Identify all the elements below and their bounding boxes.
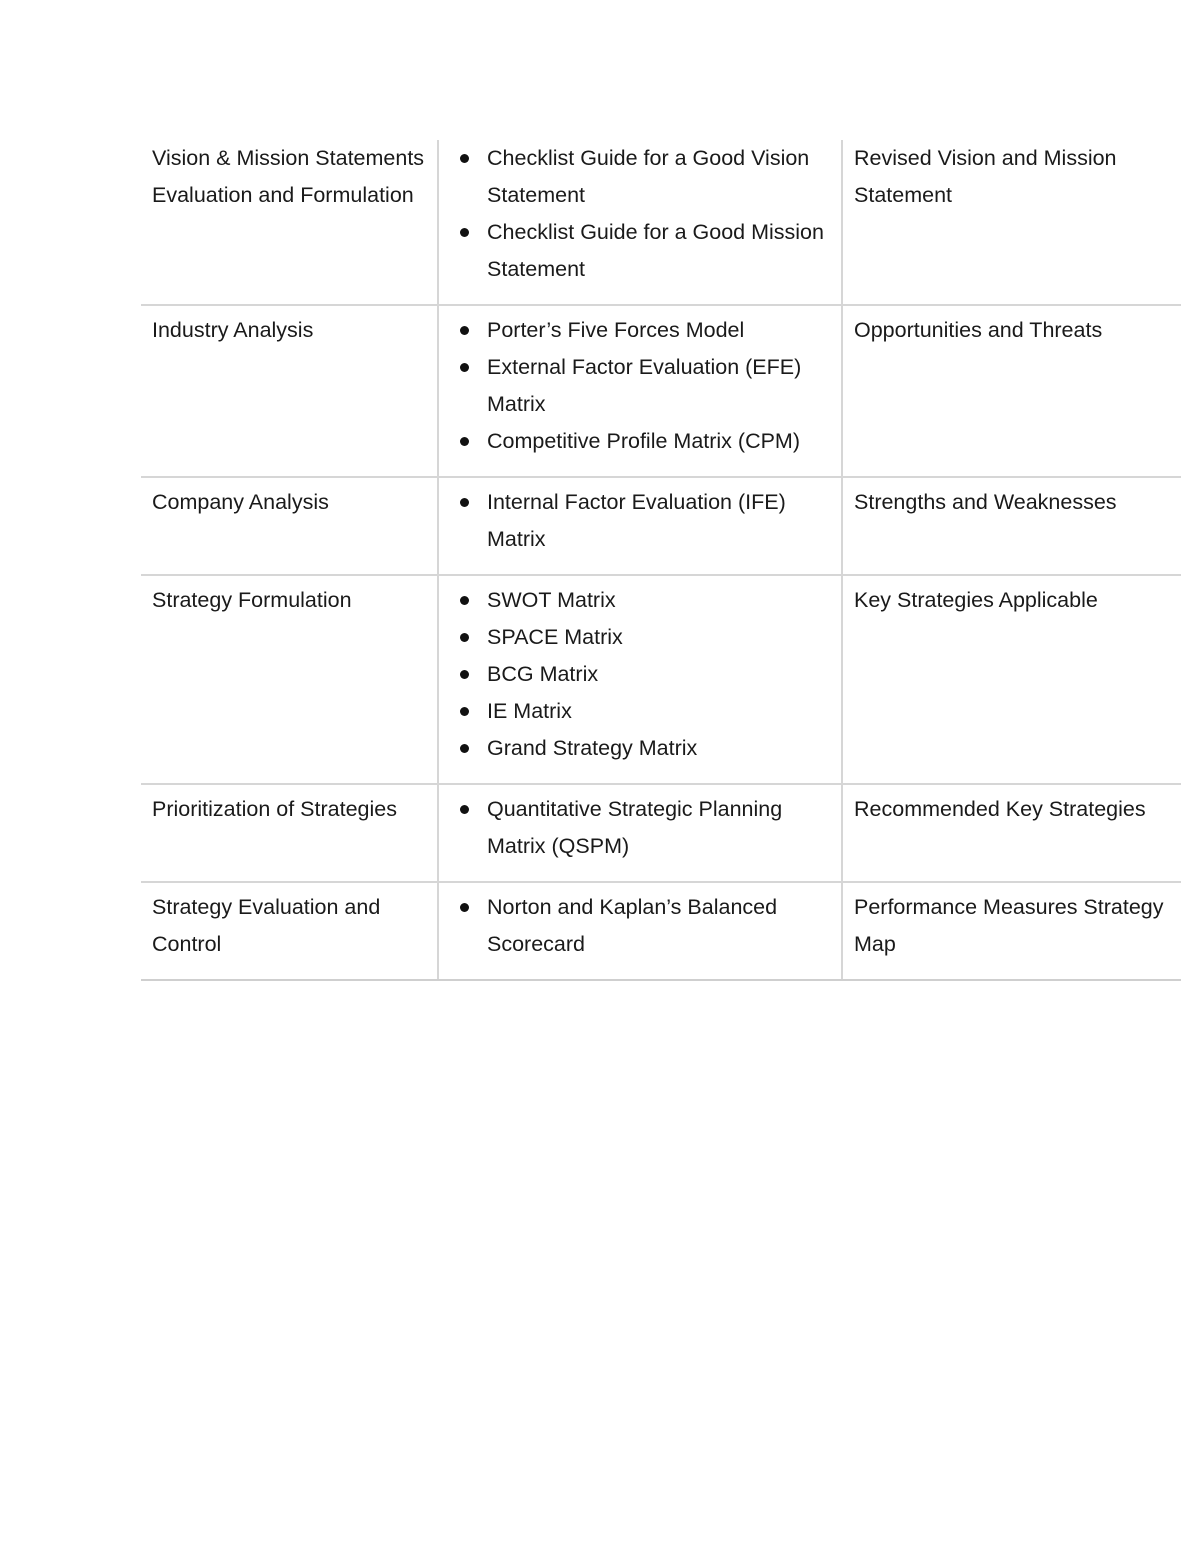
output-cell [842, 477, 1181, 575]
bullet-icon [460, 805, 469, 814]
tools-list [450, 791, 830, 865]
stage-cell: Strategy Evaluation and Control [141, 882, 438, 980]
tool-label: Competitive Profile Matrix (CPM) [487, 429, 800, 453]
output-cell [842, 140, 1181, 305]
tools-list [450, 312, 830, 460]
tool-list-item [450, 656, 830, 693]
tool-list-item [450, 484, 830, 558]
tool-label: Internal Factor Evaluation (IFE) Matrix [487, 490, 786, 551]
tool-list-item [450, 791, 830, 865]
output-cell [842, 575, 1181, 784]
tool-list-item [450, 423, 830, 460]
tools-cell [438, 305, 842, 477]
tools-cell [438, 575, 842, 784]
tool-list-item [450, 214, 830, 288]
bullet-icon [460, 744, 469, 753]
tool-label: Checklist Guide for a Good Mission Statement [487, 220, 824, 281]
stage-cell: Strategy Formulation [141, 575, 438, 784]
tool-label: Norton and Kaplan’s Balanced Scorecard [487, 895, 778, 956]
table-body [141, 140, 1181, 980]
tool-label: SPACE Matrix [487, 625, 623, 649]
tool-list-item [450, 730, 830, 767]
bullet-icon [460, 633, 469, 642]
tools-list [450, 889, 830, 963]
output-label: Key Strategies Applicable [854, 588, 1098, 612]
tools-cell [438, 784, 842, 882]
stage-cell: Prioritization of Strategies [141, 784, 438, 882]
stage-cell: Vision & Mission Statements Evaluation and Formulation [141, 140, 438, 305]
table-row [141, 140, 1181, 305]
tool-list-item [450, 889, 830, 963]
table-row [141, 882, 1181, 980]
tools-list [450, 582, 830, 767]
bullet-icon [460, 596, 469, 605]
output-label: Strengths and Weaknesses [854, 490, 1117, 514]
tool-list-item [450, 140, 830, 214]
bullet-icon [460, 228, 469, 237]
tool-label: SWOT Matrix [487, 588, 616, 612]
tools-cell [438, 882, 842, 980]
bullet-icon [460, 498, 469, 507]
tool-label: BCG Matrix [487, 662, 599, 686]
output-label: Opportunities and Threats [854, 318, 1103, 342]
table-row [141, 477, 1181, 575]
tool-label: External Factor Evaluation (EFE) Matrix [487, 355, 802, 416]
table-row [141, 575, 1181, 784]
table-row [141, 305, 1181, 477]
tool-list-item [450, 619, 830, 656]
output-cell [842, 305, 1181, 477]
output-label: Recommended Key Strategies [854, 797, 1146, 821]
bullet-icon [460, 326, 469, 335]
bullet-icon [460, 707, 469, 716]
tools-list [450, 484, 830, 558]
tool-label: Grand Strategy Matrix [487, 736, 698, 760]
bullet-icon [460, 363, 469, 372]
tool-label: Quantitative Strategic Planning Matrix (QSPM) [487, 797, 783, 858]
stage-cell: Company Analysis [141, 477, 438, 575]
output-cell [842, 784, 1181, 882]
tool-label: IE Matrix [487, 699, 572, 723]
output-label: Revised Vision and Mission Statement [854, 146, 1117, 207]
strategic-framework-table [141, 140, 1181, 981]
table-viewport [141, 140, 1164, 981]
output-label: Performance Measures Strategy Map [854, 895, 1164, 956]
bullet-icon [460, 437, 469, 446]
tool-label: Checklist Guide for a Good Vision Statement [487, 146, 810, 207]
tool-list-item [450, 312, 830, 349]
stage-cell: Industry Analysis [141, 305, 438, 477]
tool-list-item [450, 349, 830, 423]
bullet-icon [460, 670, 469, 679]
table-row [141, 784, 1181, 882]
tool-list-item [450, 582, 830, 619]
tools-cell [438, 140, 842, 305]
bullet-icon [460, 903, 469, 912]
tool-label: Porter’s Five Forces Model [487, 318, 745, 342]
tools-cell [438, 477, 842, 575]
tools-list [450, 140, 830, 288]
output-cell [842, 882, 1181, 980]
bullet-icon [460, 154, 469, 163]
tool-list-item [450, 693, 830, 730]
